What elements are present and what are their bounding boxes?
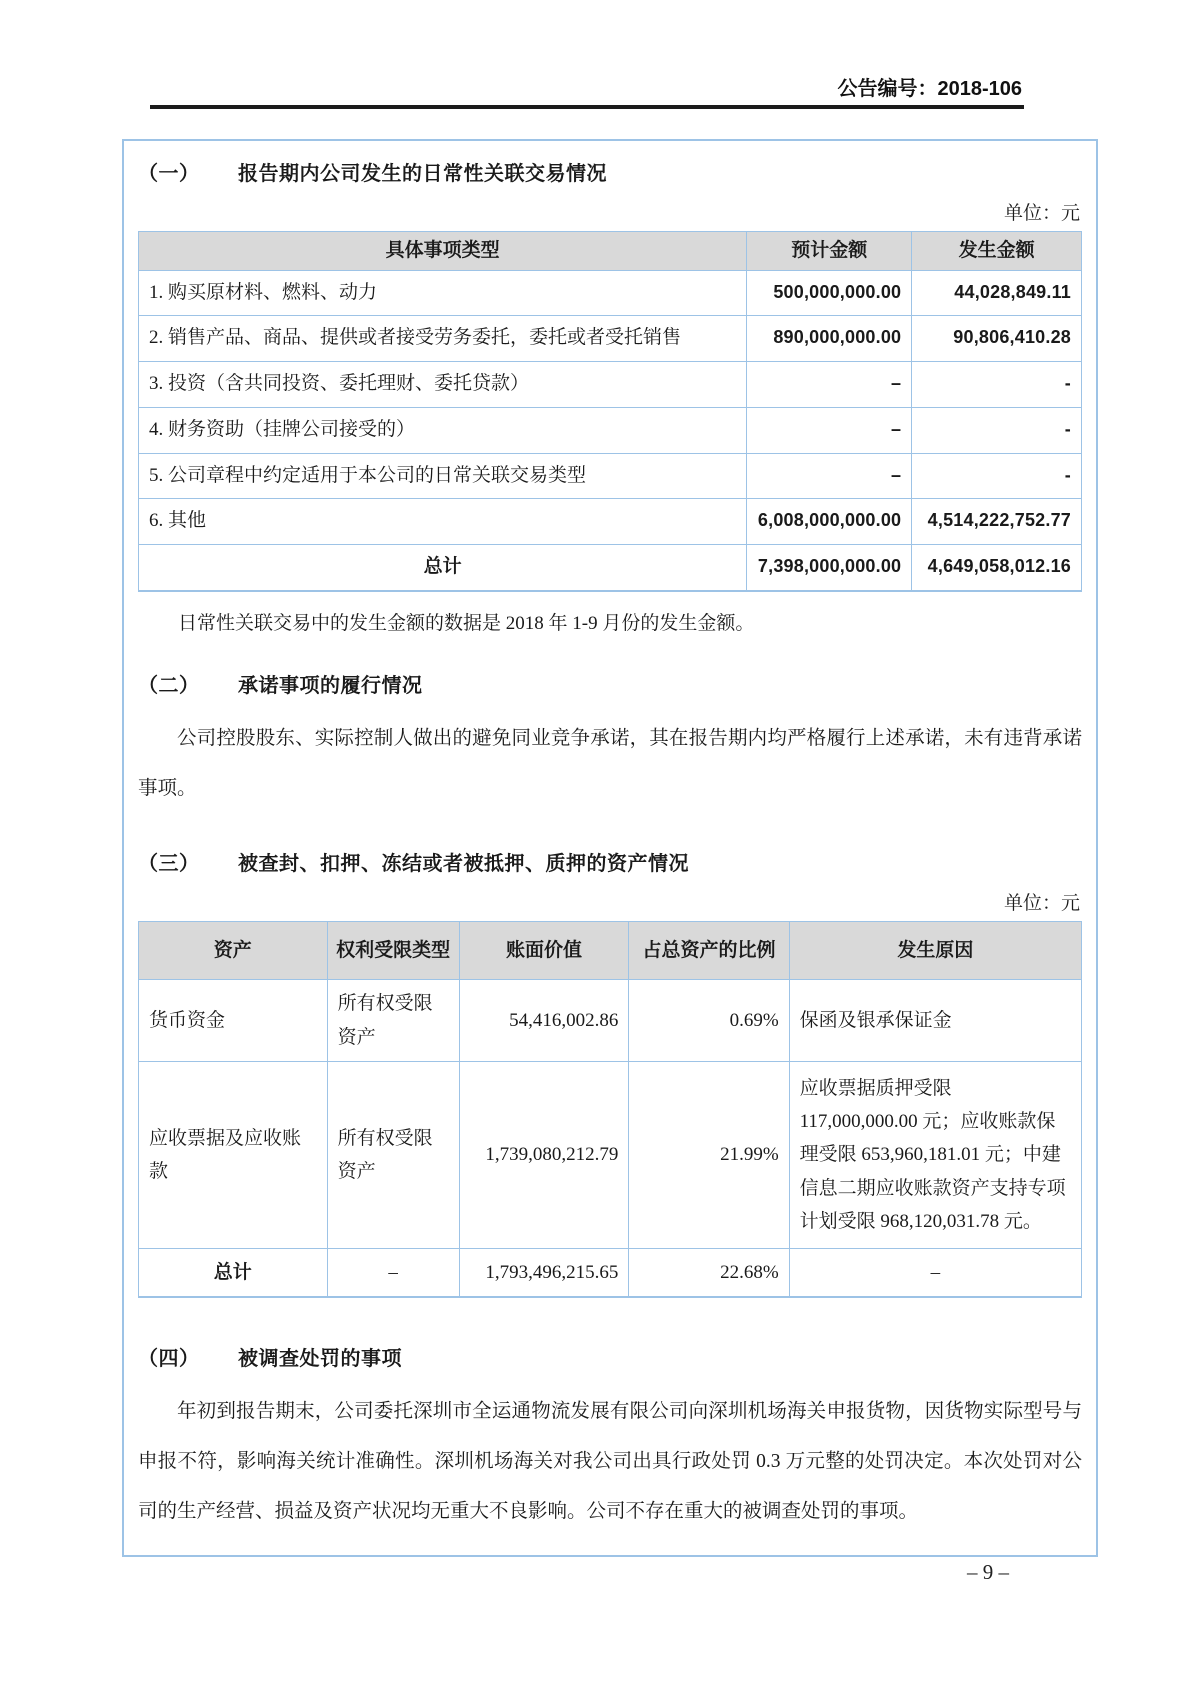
table2-row1-restriction: 所有权受限资产 <box>327 980 459 1062</box>
table2-row2-restriction: 所有权受限资产 <box>327 1061 459 1248</box>
table1-row5-item: 5. 公司章程中约定适用于本公司的日常关联交易类型 <box>139 453 747 499</box>
section-2-heading <box>138 669 1082 698</box>
section-1-title: 报告期内公司发生的日常性关联交易情况 <box>238 163 607 185</box>
table2-header-reason: 发生原因 <box>789 922 1081 980</box>
table1-total-row <box>139 545 1082 591</box>
table2-total-label: 总计 <box>139 1249 328 1298</box>
commitment-paragraph: 公司控股股东、实际控制人做出的避免同业竞争承诺，其在报告期内均严格履行上述承诺，未有违背承诺事项。 <box>138 727 1082 799</box>
table2-total-pct: 22.68% <box>629 1249 789 1298</box>
table2-row2-book-value: 1,739,080,212.79 <box>459 1061 629 1248</box>
table1-note: 日常性关联交易中的发生金额的数据是 2018 年 1-9 月份的发生金额。 <box>178 612 755 634</box>
table1-row1-actual: 44,028,849.11 <box>912 270 1082 316</box>
table2-row2-pct: 21.99% <box>629 1061 789 1248</box>
table2-row <box>139 980 1082 1062</box>
table1-row3-item: 3. 投资（含共同投资、委托理财、委托贷款） <box>139 362 747 408</box>
table1-total-expected: 7,398,000,000.00 <box>747 545 912 591</box>
table1-header-row <box>139 232 1082 271</box>
table1-row1-expected: 500,000,000.00 <box>747 270 912 316</box>
table1-row2-item: 2. 销售产品、商品、提供或者接受劳务委托，委托或者受托销售 <box>139 316 747 362</box>
table1-header-expected: 预计金额 <box>747 232 912 271</box>
table2-row1-book-value: 54,416,002.86 <box>459 980 629 1062</box>
table2-row1-asset: 货币资金 <box>139 980 328 1062</box>
section-3-number: （三） <box>138 853 200 876</box>
table1-header-item: 具体事项类型 <box>139 232 747 271</box>
table1-row <box>139 499 1082 545</box>
table2-row1-pct: 0.69% <box>629 980 789 1062</box>
restricted-assets-table <box>138 921 1082 1298</box>
table2-total-restriction: – <box>327 1249 459 1298</box>
table1-row4-item: 4. 财务资助（挂牌公司接受的） <box>139 407 747 453</box>
table1-row2-actual: 90,806,410.28 <box>912 316 1082 362</box>
section-4-heading <box>138 1342 1082 1371</box>
table1-row4-actual: - <box>912 407 1082 453</box>
table1-row1-item: 1. 购买原材料、燃料、动力 <box>139 270 747 316</box>
table2-row <box>139 1061 1082 1248</box>
table1-row <box>139 362 1082 408</box>
table1-row <box>139 407 1082 453</box>
table2-header-book-value: 账面价值 <box>459 922 629 980</box>
section-4-title: 被调查处罚的事项 <box>238 1348 402 1371</box>
section-2-title: 承诺事项的履行情况 <box>238 674 423 697</box>
table1-header-actual: 发生金额 <box>912 232 1082 271</box>
table2-row2-reason: 应收票据质押受限 117,000,000.00 元；应收账款保理受限 653,960,181.01 元；中建信息二期应收账款资产支持专项计划受限 968,120,031.78 元。 <box>789 1061 1081 1248</box>
table1-total-actual: 4,649,058,012.16 <box>912 545 1082 591</box>
document-header <box>150 0 1024 109</box>
unit-label-1: 单位：元 <box>1003 203 1080 224</box>
announcement-number: 公告编号：2018-106 <box>837 78 1022 100</box>
table1-row6-expected: 6,008,000,000.00 <box>747 499 912 545</box>
section-1-number: （一） <box>138 163 200 185</box>
table1-row5-expected: – <box>747 453 912 499</box>
section-3-title: 被查封、扣押、冻结或者被抵押、质押的资产情况 <box>238 853 689 876</box>
table1-row5-actual: - <box>912 453 1082 499</box>
table1-row4-expected: – <box>747 407 912 453</box>
table1-row6-actual: 4,514,222,752.77 <box>912 499 1082 545</box>
table2-header-restriction: 权利受限类型 <box>327 922 459 980</box>
table1-row <box>139 316 1082 362</box>
table2-row2-asset: 应收票据及应收账款 <box>139 1061 328 1248</box>
table2-total-book-value: 1,793,496,215.65 <box>459 1249 629 1298</box>
table1-row6-item: 6. 其他 <box>139 499 747 545</box>
table2-total-reason: – <box>789 1249 1081 1298</box>
table2-header-pct: 占总资产的比例 <box>629 922 789 980</box>
table2-header-asset: 资产 <box>139 922 328 980</box>
content-box <box>122 139 1098 1557</box>
section-4-number: （四） <box>138 1348 200 1371</box>
header-rule <box>150 105 1024 109</box>
table1-row3-expected: – <box>747 362 912 408</box>
penalty-paragraph: 年初到报告期末，公司委托深圳市全运通物流发展有限公司向深圳机场海关申报货物，因货物实际型号与申报不符，影响海关统计准确性。深圳机场海关对我公司出具行政处罚 0.3 万元整的处罚决定。本次处罚对公司的生产经营、损益及资产状况均无重大不良影响。公司不存在重大的被调查处罚的事项。 <box>138 1401 1082 1522</box>
section-3-heading <box>138 847 1082 876</box>
related-transactions-table <box>138 231 1082 592</box>
page-number: – 9 – <box>967 1560 1009 1584</box>
table1-row2-expected: 890,000,000.00 <box>747 316 912 362</box>
table2-total-row <box>139 1249 1082 1298</box>
table1-row3-actual: - <box>912 362 1082 408</box>
unit-label-2: 单位：元 <box>1003 893 1080 915</box>
table1-total-label: 总计 <box>139 545 747 591</box>
table2-row1-reason: 保函及银承保证金 <box>789 980 1081 1062</box>
section-1-heading <box>138 157 1082 186</box>
table2-header-row <box>139 922 1082 980</box>
section-2-number: （二） <box>138 674 200 697</box>
table1-row <box>139 453 1082 499</box>
table1-row <box>139 270 1082 316</box>
